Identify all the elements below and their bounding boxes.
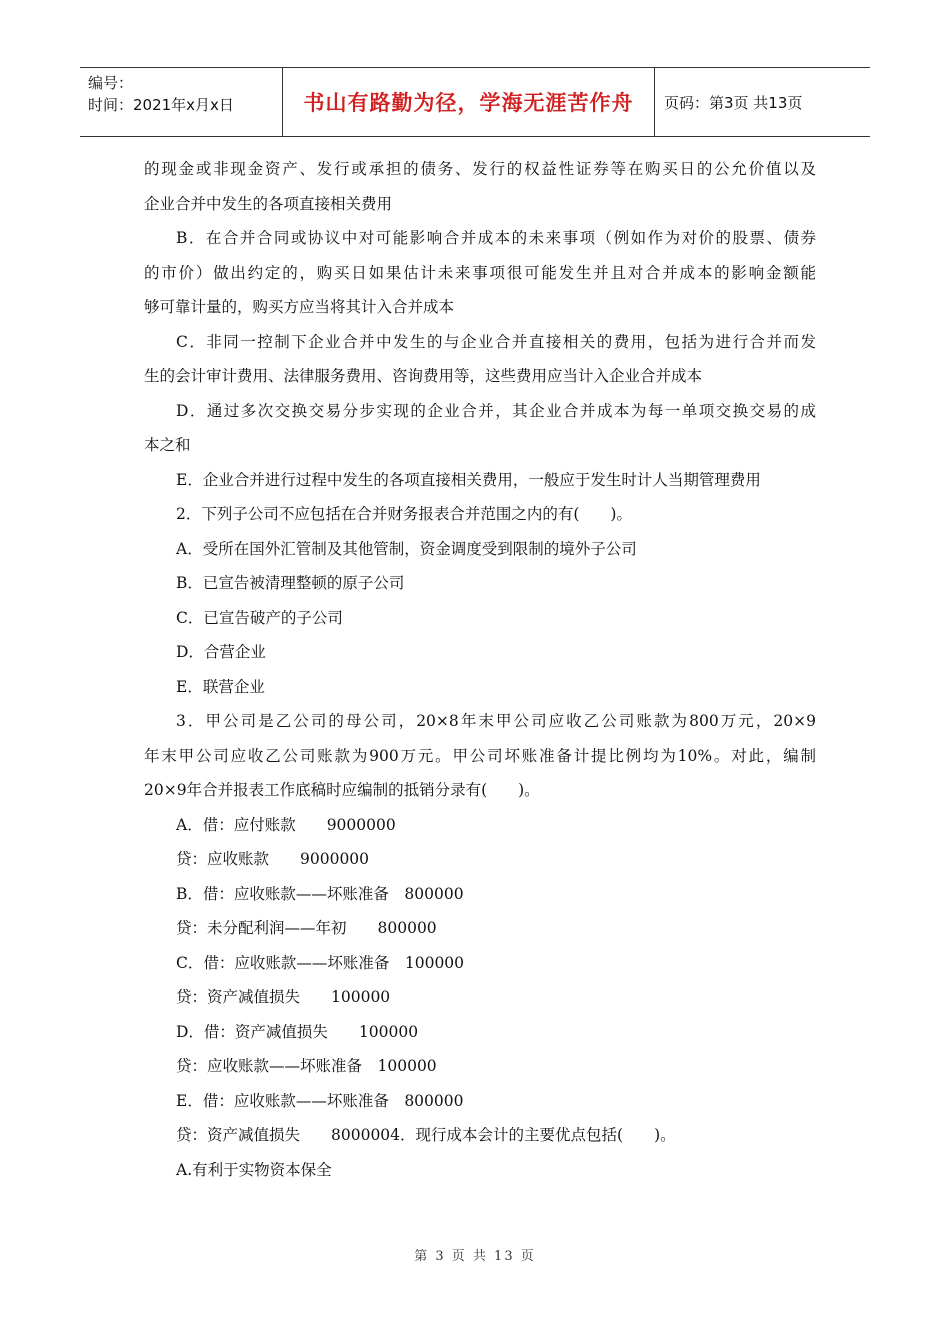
number-label: 编号：: [88, 74, 134, 92]
entry-line: C．借：应收账款——坏账准备 100000: [176, 953, 465, 972]
entry-line: 贷：资产减值损失 100000: [176, 988, 391, 1006]
entry-line: 贷：资产减值损失 8000004．现行成本会计的主要优点包括( )。: [176, 1126, 676, 1144]
header-motto: 书山有路勤为径，学海无涯苦作舟: [303, 91, 634, 115]
entry-line: E．借：应收账款——坏账准备 800000: [176, 1091, 464, 1110]
option-line: C．已宣告破产的子公司: [176, 608, 343, 627]
entry-line: B．借：应收账款——坏账准备 800000: [176, 884, 464, 903]
body-line: E．企业合并进行过程中发生的各项直接相关费用，一般应于发生时计人当期管理费用: [176, 470, 761, 489]
body-line: 够可靠计量的，购买方应当将其计入合并成本: [144, 298, 455, 316]
body-line: 企业合并中发生的各项直接相关费用: [144, 194, 393, 213]
body-line: 的市价）做出约定的，购买日如果估计未来事项很可能发生并且对合并成本的影响金额能: [144, 263, 816, 282]
body-line: D．通过多次交换交易分步实现的企业合并，其企业合并成本为每一单项交换交易的成: [176, 401, 816, 420]
option-line: A．受所在国外汇管制及其他管制，资金调度受到限制的境外子公司: [176, 539, 637, 558]
page-header: [80, 67, 870, 137]
body-line: 的现金或非现金资产、发行或承担的债务、发行的权益性证券等在购买日的公允价值以及: [144, 160, 816, 178]
entry-line: A．借：应付账款 9000000: [176, 815, 396, 834]
entry-line: 贷：应收账款——坏账准备 100000: [176, 1057, 437, 1075]
entry-line: D．借：资产减值损失 100000: [176, 1022, 419, 1041]
body-line: C．非同一控制下企业合并中发生的与企业合并直接相关的费用，包括为进行合并而发: [176, 332, 816, 351]
question-3: 3．甲公司是乙公司的母公司，20×8年末甲公司应收乙公司账款为800万元，20×9: [176, 712, 816, 730]
option-line: B．已宣告被清理整顿的原子公司: [176, 574, 405, 592]
body-line: 20×9年合并报表工作底稿时应编制的抵销分录有( )。: [144, 781, 540, 799]
body-line: B．在合并合同或协议中对可能影响合并成本的未来事项（例如作为对价的股票、债券: [176, 229, 816, 247]
entry-line: 贷：应收账款 9000000: [176, 850, 370, 868]
document-body: [144, 152, 816, 1187]
header-page-info: 页码：第3页 共13页: [664, 93, 803, 112]
option-line: D．合营企业: [176, 643, 266, 661]
header-meta: [88, 72, 234, 116]
time-label: 时间：2021年x月x日: [88, 96, 234, 114]
header-divider: [654, 68, 655, 136]
entry-line: 贷：未分配利润——年初 800000: [176, 919, 437, 937]
option-line: A.有利于实物资本保全: [176, 1160, 332, 1179]
page-footer: 第 3 页 共 13 页: [414, 1249, 536, 1264]
option-line: E．联营企业: [176, 677, 265, 696]
question-2: 2．下列子公司不应包括在合并财务报表合并范围之内的有( )。: [176, 505, 632, 523]
body-line: 生的会计审计费用、法律服务费用、咨询费用等，这些费用应当计入企业合并成本: [144, 367, 703, 385]
body-line: 年末甲公司应收乙公司账款为900万元。甲公司坏账准备计提比例均为10%。对此，编制: [144, 746, 816, 765]
body-line: 本之和: [144, 436, 191, 454]
